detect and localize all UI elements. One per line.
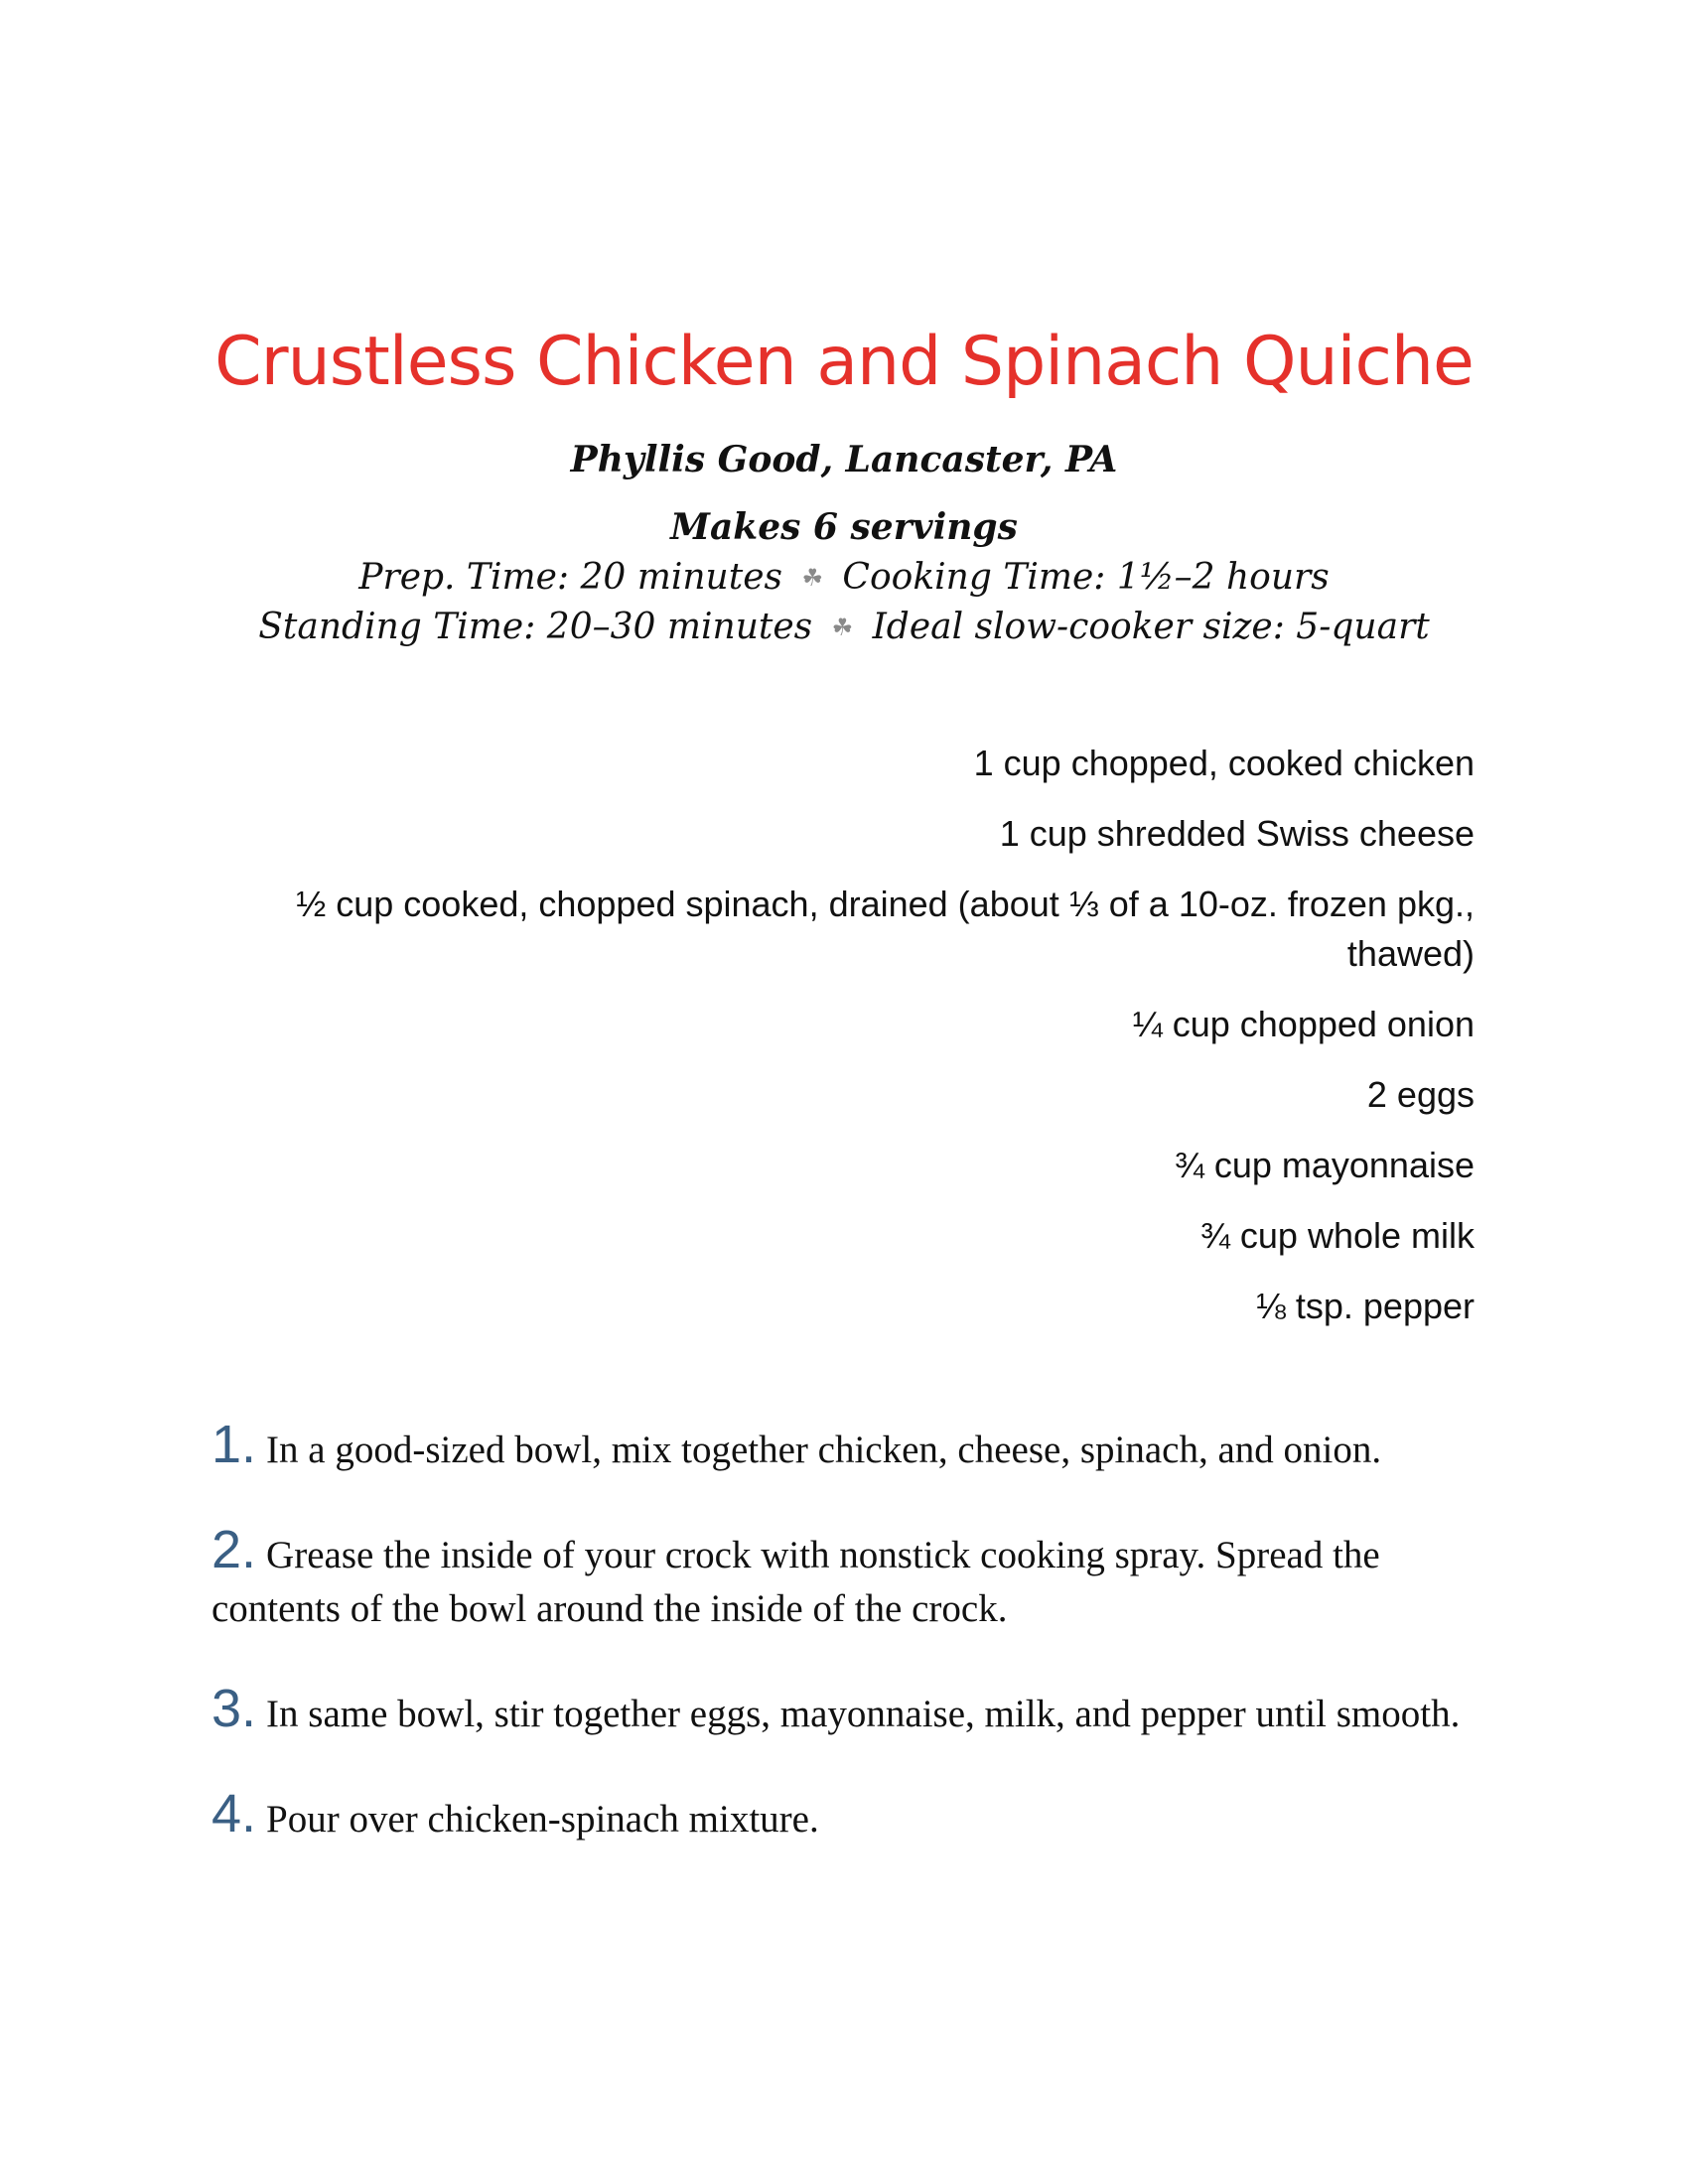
- cooking-time: Cooking Time: 1½–2 hours: [842, 557, 1330, 598]
- recipe-title: Crustless Chicken and Spinach Quiche: [214, 323, 1474, 401]
- step-text: In a good-sized bowl, mix together chicken, cheese, spinach, and onion.: [266, 1429, 1382, 1471]
- ingredient-item: ¾ cup whole milk: [1199, 1215, 1475, 1256]
- trefoil-ornament-icon: ☘: [831, 614, 854, 641]
- instruction-step: [211, 1415, 1482, 1477]
- recipe-author: Phyllis Good, Lancaster, PA: [570, 439, 1118, 480]
- ingredient-item: 1 cup chopped, cooked chicken: [973, 743, 1475, 783]
- time-row-1: [0, 556, 1688, 599]
- step-number: 2.: [211, 1520, 257, 1579]
- ingredients-list: [194, 739, 1475, 1352]
- step-number: 4.: [211, 1784, 257, 1843]
- time-row-2: [0, 606, 1688, 648]
- instruction-step: [211, 1679, 1482, 1741]
- ingredient-item: ¾ cup mayonnaise: [1174, 1145, 1475, 1185]
- ingredient-item: ½ cup cooked, chopped spinach, drained (about ⅓ of a 10-oz. frozen pkg., thawed): [296, 884, 1475, 974]
- step-text: Grease the inside of your crock with nonstick cooking spray. Spread the contents of the bowl around the inside of the crock.: [211, 1534, 1380, 1630]
- recipe-servings: Makes 6 servings: [670, 506, 1018, 548]
- cooker-size: Ideal slow-cooker size: 5-quart: [872, 607, 1430, 647]
- standing-time: Standing Time: 20–30 minutes: [258, 607, 813, 647]
- step-text: In same bowl, stir together eggs, mayonnaise, milk, and pepper until smooth.: [266, 1693, 1461, 1735]
- ingredient-item: 2 eggs: [1366, 1074, 1475, 1115]
- step-number: 3.: [211, 1679, 257, 1738]
- instructions-list: [211, 1415, 1482, 1892]
- ingredient-item: ¼ cup chopped onion: [1132, 1004, 1475, 1044]
- trefoil-ornament-icon: ☘: [801, 564, 823, 592]
- instruction-step: [211, 1520, 1482, 1636]
- step-number: 1.: [211, 1415, 257, 1474]
- ingredient-item: ⅛ tsp. pepper: [1255, 1286, 1475, 1326]
- ingredient-item: 1 cup shredded Swiss cheese: [999, 813, 1475, 854]
- step-text: Pour over chicken-spinach mixture.: [266, 1798, 819, 1841]
- prep-time: Prep. Time: 20 minutes: [358, 557, 782, 598]
- instruction-step: [211, 1784, 1482, 1846]
